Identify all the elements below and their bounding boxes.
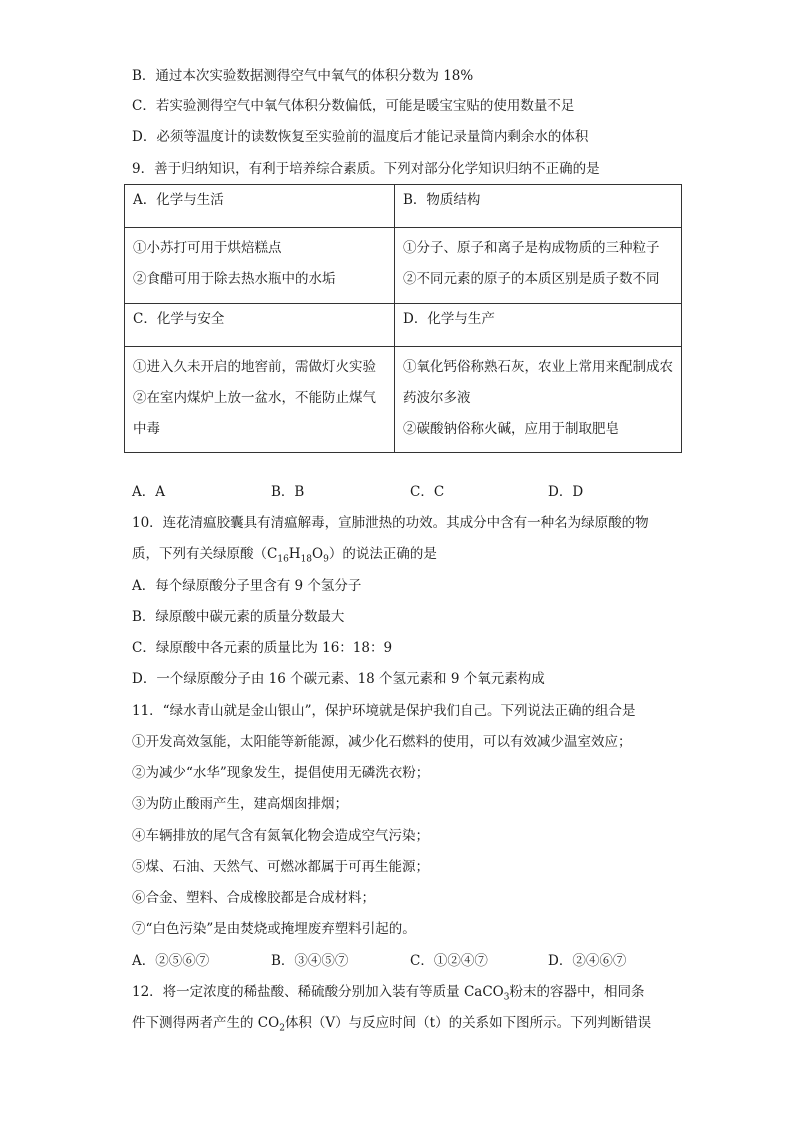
q9-a-item-2: ②食醋可用于除去热水瓶中的水垢 — [133, 271, 336, 287]
q8-option-b: B．通过本次实验数据测得空气中氧气的体积分数为 18% — [132, 68, 474, 84]
q9-cell-b-body — [395, 228, 682, 304]
q11-option-d: D．②④⑥⑦ — [548, 953, 627, 969]
q10-option-c: C．绿原酸中各元素的质量比为 16：18：9 — [132, 640, 393, 656]
q9-option-d: D．D — [548, 484, 584, 500]
q9-option-a: A．A — [132, 484, 165, 500]
q11-item-6: ⑥合金、塑料、合成橡胶都是合成材料； — [132, 890, 375, 906]
q9-cell-a-body — [125, 228, 395, 304]
q8-option-c: C．若实验测得空气中氧气体积分数偏低，可能是暖宝宝贴的使用数量不足 — [132, 98, 575, 114]
q10-stem-line1: 10．连花清瘟胶囊具有清瘟解毒，宣肺泄热的功效。其成分中含有一种名为绿原酸的物 — [132, 515, 649, 531]
q9-table — [124, 184, 682, 453]
q12-stem-line1: 12．将一定浓度的稀盐酸、稀硫酸分别加入装有等质量 CaCO$_3$粉末的容器中，相同条 — [132, 984, 645, 1003]
q12-stem-line2: 件下测得两者产生的 $CO_2$体积（V）与反应时间（t）的关系如下图所示。下列判断错误 — [132, 1015, 652, 1034]
q10-option-b: B．绿原酸中碳元素的质量分数最大 — [132, 609, 345, 625]
q9-d-item-2: ②碳酸钠俗称火碱，应用于制取肥皂 — [403, 421, 619, 437]
q9-option-c: C．C — [410, 484, 445, 500]
q11-item-7: ⑦“白色污染”是由焚烧或掩埋废弃塑料引起的。 — [132, 921, 416, 937]
q9-b-item-1: ①分子、原子和离子是构成物质的三种粒子 — [403, 240, 660, 256]
q9-c-item-2: ②在室内煤炉上放一盆水，不能防止煤气 — [133, 390, 376, 406]
q9-cell-b-head: B．物质结构 — [395, 185, 682, 228]
q11-option-b: B．③④⑤⑦ — [271, 953, 349, 969]
q10-stem-line2: 质，下列有关绿原酸$(C_{16}H_{18}O_9)$的说法正确的是 — [132, 546, 437, 565]
q9-cell-c-body — [125, 347, 395, 453]
q11-option-c: C．①②④⑦ — [410, 953, 488, 969]
q9-cell-a-head: A．化学与生活 — [125, 185, 395, 228]
q9-c-item-2-cont: 中毒 — [133, 421, 160, 437]
q11-item-2: ②为减少“水华”现象发生，提倡使用无磷洗衣粉； — [132, 765, 430, 781]
q9-d-item-1-cont: 药波尔多液 — [403, 390, 471, 406]
q9-cell-d-body — [395, 347, 682, 453]
q9-cell-d-head: D．化学与生产 — [395, 304, 682, 347]
q9-c-item-1: ①进入久未开启的地窖前，需做灯火实验 — [133, 359, 376, 375]
q11-item-1: ①开发高效氢能，太阳能等新能源，减少化石燃料的使用，可以有效减少温室效应； — [132, 734, 632, 750]
q10-option-d: D．一个绿原酸分子由 16 个碳元素、18 个氢元素和 9 个氧元素构成 — [132, 671, 545, 687]
q11-item-5: ⑤煤、石油、天然气、可燃冰都属于可再生能源； — [132, 859, 429, 875]
q11-option-a: A．②⑤⑥⑦ — [132, 953, 210, 969]
q11-item-4: ④车辆排放的尾气含有氮氧化物会造成空气污染； — [132, 828, 429, 844]
q9-a-item-1: ①小苏打可用于烘焙糕点 — [133, 240, 282, 256]
q10-option-a: A．每个绿原酸分子里含有 9 个氢分子 — [132, 578, 362, 594]
q9-b-item-2: ②不同元素的原子的本质区别是质子数不同 — [403, 271, 660, 287]
q9-d-item-1: ①氧化钙俗称熟石灰，农业上常用来配制成农 — [403, 359, 673, 375]
q8-option-d: D．必须等温度计的读数恢复至实验前的温度后才能记录量筒内剩余水的体积 — [132, 129, 589, 145]
q9-stem: 9．善于归纳知识，有利于培养综合素质。下列对部分化学知识归纳不正确的是 — [132, 161, 600, 177]
q11-item-3: ③为防止酸雨产生，建高烟囱排烟； — [132, 796, 348, 812]
q9-cell-c-head: C．化学与安全 — [125, 304, 395, 347]
q11-stem: 11．“绿水青山就是金山银山”，保护环境就是保护我们自己。下列说法正确的组合是 — [132, 703, 636, 719]
q9-option-b: B．B — [271, 484, 305, 500]
